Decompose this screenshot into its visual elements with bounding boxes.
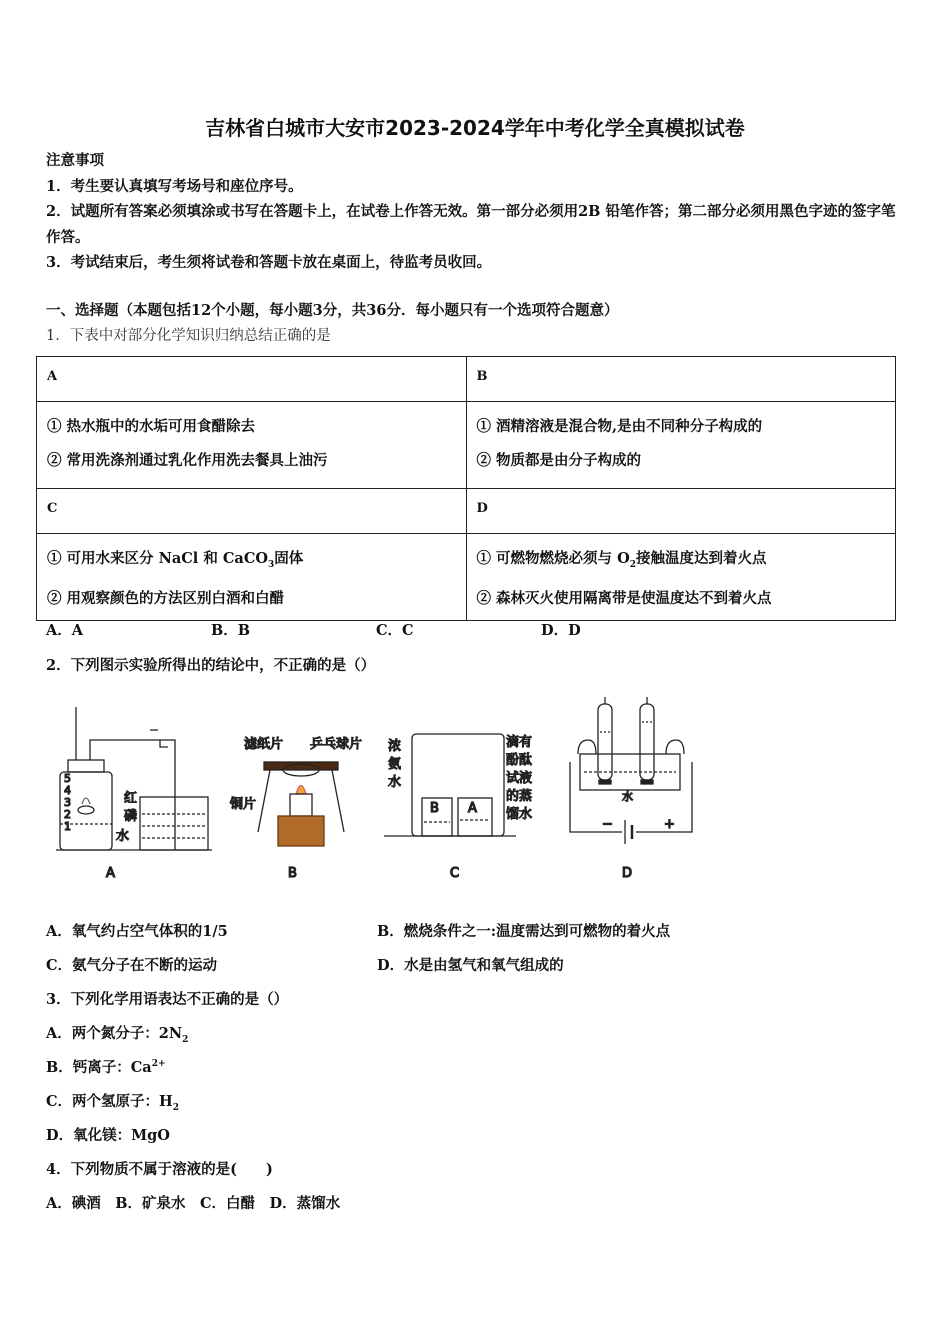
cell-c-header: C	[37, 489, 467, 534]
q1-stem: 1．下表中对部分化学知识归纳总结正确的是	[46, 328, 331, 344]
q3-option-d[interactable]: D．氧化镁：MgO	[46, 1127, 170, 1144]
notice-item-1: 1．考生要认真填写考场号和座位序号。	[46, 178, 303, 195]
q2-option-d[interactable]: D．水是由氢气和氧气组成的	[377, 957, 564, 974]
fig-d-label: D	[622, 866, 633, 881]
q2-experiment-figure	[40, 692, 740, 892]
fig-c-beaker-a: A	[468, 801, 477, 816]
cell-a-body	[37, 402, 467, 489]
fig-c-right-3: 试液	[506, 771, 533, 786]
cell-c-line2: ② 用观察颜色的方法区别白酒和白醋	[47, 589, 285, 607]
q2-option-c[interactable]: C．氨气分子在不断的运动	[46, 957, 218, 974]
fig-c-left-1: 浓	[388, 739, 402, 754]
fig-a-num-5: 5	[64, 772, 71, 785]
q2-stem: 2．下列图示实验所得出的结论中，不正确的是（）	[46, 657, 376, 674]
fig-c-left-3: 水	[388, 775, 402, 790]
fig-c-label: C	[450, 866, 460, 881]
fig-a-num-2: 2	[64, 808, 71, 821]
q1-option-b[interactable]: B．B	[211, 622, 251, 639]
fig-c-right-2: 酚酞	[506, 753, 533, 768]
notice-heading: 注意事项	[46, 152, 104, 169]
section-heading: 一、选择题（本题包括12个小题，每小题3分，共36分．每小题只有一个选项符合题意）	[46, 302, 619, 319]
fig-a-num-1: 1	[64, 820, 71, 833]
fig-d-water: 水	[622, 790, 633, 803]
fig-b-pingpong: 乒乓球片	[310, 737, 363, 752]
notice-item-3: 3．考试结束后，考生须将试卷和答题卡放在桌面上，待监考员收回。	[46, 254, 492, 271]
figure-d	[570, 697, 692, 881]
fig-b-label: B	[288, 866, 297, 881]
fig-c-right-5: 馏水	[506, 807, 533, 822]
cell-b-line2: ② 物质都是由分子构成的	[476, 452, 642, 469]
cell-a-line1: ① 热水瓶中的水垢可用食醋除去	[47, 418, 256, 435]
figure-c	[384, 734, 532, 881]
q3-option-a[interactable]: A．两个氮分子：$2N_2$	[46, 1025, 189, 1045]
cell-c-line1: ① 可用水来区分 NaCl 和 CaCO$_3$固体	[47, 550, 304, 570]
cell-b-line1: ① 酒精溶液是混合物,是由不同种分子构成的	[476, 418, 763, 435]
q1-option-c[interactable]: C．C	[376, 622, 414, 639]
fig-d-minus: −	[602, 817, 613, 832]
fig-b-copper: 铜片	[230, 797, 257, 812]
figure-a	[56, 707, 212, 881]
q3-option-c[interactable]: C．两个氢原子：$H_2$	[46, 1093, 180, 1113]
q4-options[interactable]: A．碘酒 B．矿泉水 C．白醋 D．蒸馏水	[46, 1195, 341, 1212]
fig-c-right-1: 滴有	[506, 735, 533, 750]
cell-a-line2: ② 常用洗涤剂通过乳化作用洗去餐具上油污	[47, 452, 328, 469]
cell-d-body	[466, 534, 896, 621]
q1-option-d[interactable]: D．D	[541, 622, 581, 639]
page-title: 吉林省白城市大安市2023-2024学年中考化学全真模拟试卷	[205, 116, 745, 140]
q3-stem: 3．下列化学用语表达不正确的是（）	[46, 991, 289, 1008]
notice-item-2: 2．试题所有答案必须填涂或书写在答题卡上，在试卷上作答无效。第一部分必须用2B 铅笔作答；第二部分必须用黑色字迹的签字笔作答。	[46, 203, 896, 246]
q2-option-a[interactable]: A．氧气约占空气体积的1/5	[46, 923, 228, 940]
q4-stem: 4．下列物质不属于溶液的是( )	[46, 1161, 273, 1178]
cell-c-body	[37, 534, 467, 621]
q1-option-a[interactable]: A．A	[46, 622, 84, 639]
fig-c-right-4: 的蒸	[506, 789, 533, 804]
q2-option-b[interactable]: B．燃烧条件之一:温度需达到可燃物的着火点	[377, 923, 671, 940]
cell-a-header: A	[37, 357, 467, 402]
fig-c-beaker-b: B	[430, 801, 439, 816]
cell-b-header: B	[466, 357, 896, 402]
cell-d-line1: ① 可燃物燃烧必须与 $O_2$接触温度达到着火点	[476, 550, 767, 570]
fig-a-red-p-1: 红	[124, 791, 138, 806]
fig-a-label: A	[106, 866, 115, 881]
q1-table	[36, 356, 896, 621]
cell-b-body	[466, 402, 896, 489]
figure-b	[230, 736, 362, 881]
cell-d-line2: ② 森林灭火使用隔离带是使温度达不到着火点	[476, 589, 772, 607]
q3-option-b[interactable]: B．钙离子：$Ca^{2+}$	[46, 1059, 166, 1076]
fig-b-filter: 滤纸片	[244, 737, 284, 752]
fig-a-water: 水	[116, 829, 130, 844]
fig-a-red-p-2: 磷	[124, 809, 138, 824]
fig-a-num-4: 4	[64, 784, 71, 797]
cell-d-header: D	[466, 489, 896, 534]
fig-c-left-2: 氨	[388, 757, 402, 772]
fig-a-num-3: 3	[64, 796, 71, 809]
fig-d-plus: +	[664, 817, 675, 832]
